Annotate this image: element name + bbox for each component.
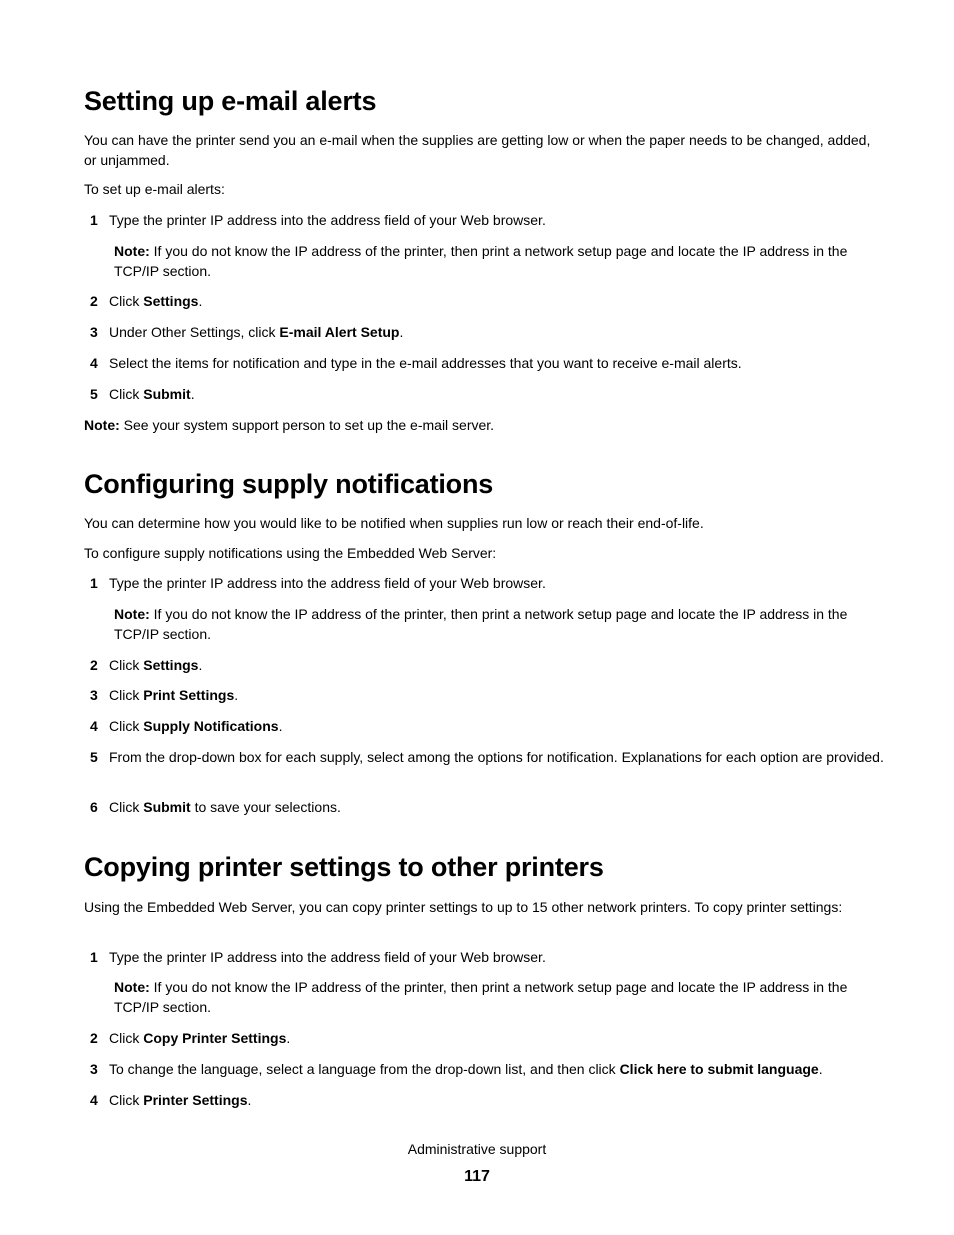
ui-term: E-mail Alert Setup	[279, 324, 400, 340]
step-text-part: .	[286, 1030, 291, 1046]
ui-term: Click here to submit language	[619, 1061, 819, 1077]
step-number: 3	[90, 1061, 98, 1077]
step-number: 4	[90, 1092, 98, 1108]
note	[84, 415, 884, 435]
paragraph: Using the Embedded Web Server, you can copy printer settings to up to 15 other network printers. To copy printer settings:	[84, 899, 843, 915]
step-number: 1	[90, 575, 98, 591]
step-text	[109, 655, 884, 675]
step-text	[109, 384, 884, 404]
note-text: If you do not know the IP address of the printer, then print a network setup page and locate the IP address in the TCP/IP section.	[114, 606, 848, 642]
step-text-part: To change the language, select a language from the drop-down list, and then click	[109, 1061, 620, 1077]
ui-term: Settings	[143, 293, 199, 309]
step-text	[109, 1090, 884, 1110]
note	[114, 241, 884, 281]
step-text-part: .	[399, 324, 404, 340]
step-text: From the drop-down box for each supply, select among the options for notification. Explanations for each option are provided.	[109, 749, 884, 765]
step-text-part: Click	[109, 1092, 144, 1108]
note-label: Note:	[114, 979, 150, 995]
step-text	[109, 1059, 884, 1079]
section-title-supply-notifications: Configuring supply notifications	[84, 469, 494, 499]
step-text-part: .	[198, 657, 203, 673]
paragraph: You can determine how you would like to be notified when supplies run low or reach their end-of-life.	[84, 515, 704, 531]
step-text	[109, 716, 884, 736]
note-label: Note:	[114, 606, 150, 622]
step-number: 2	[90, 657, 98, 673]
page-number: 117	[464, 1168, 490, 1185]
ui-term: Settings	[143, 657, 199, 673]
step-text	[109, 291, 884, 311]
step-number: 1	[90, 949, 98, 965]
step-text-part: .	[278, 718, 283, 734]
step-text: Type the printer IP address into the address field of your Web browser.	[109, 949, 546, 965]
ui-term: Print Settings	[143, 687, 235, 703]
step-text: Select the items for notification and type in the e-mail addresses that you want to receive e-mail alerts.	[109, 355, 742, 371]
step-text	[109, 322, 884, 342]
step-text	[109, 1028, 884, 1048]
step-number: 2	[90, 293, 98, 309]
ui-term: Copy Printer Settings	[143, 1030, 287, 1046]
step-number: 5	[90, 749, 98, 765]
note-label: Note:	[114, 243, 150, 259]
step-number: 5	[90, 386, 98, 402]
step-text-part: Click	[109, 799, 144, 815]
step-text-part: to save your selections.	[190, 799, 341, 815]
step-text-part: Click	[109, 386, 144, 402]
step-text-part: .	[190, 386, 195, 402]
note-label: Note:	[84, 417, 120, 433]
step-text	[109, 685, 884, 705]
step-number: 4	[90, 718, 98, 734]
note	[114, 977, 884, 1017]
ui-term: Submit	[143, 799, 191, 815]
step-text-part: Click	[109, 657, 144, 673]
section-title-copy-settings: Copying printer settings to other printers	[84, 852, 604, 882]
step-text-part: .	[818, 1061, 823, 1077]
step-text-part: .	[198, 293, 203, 309]
paragraph: To set up e-mail alerts:	[84, 181, 225, 197]
note-text: See your system support person to set up the e-mail server.	[119, 417, 495, 433]
footer-section-name: Administrative support	[407, 1141, 547, 1157]
step-text-part: .	[247, 1092, 252, 1108]
step-text-part: Click	[109, 293, 144, 309]
step-text-part: Click	[109, 718, 144, 734]
paragraph: You can have the printer send you an e-mail when the supplies are getting low or when the paper needs to be changed, added, or unjammed.	[84, 132, 871, 168]
step-text-part: Click	[109, 687, 144, 703]
step-text-part: Click	[109, 1030, 144, 1046]
note	[114, 604, 884, 644]
ui-term: Printer Settings	[143, 1092, 248, 1108]
ui-term: Supply Notifications	[143, 718, 279, 734]
step-number: 3	[90, 324, 98, 340]
step-number: 3	[90, 687, 98, 703]
step-text-part: .	[234, 687, 239, 703]
step-text	[109, 797, 884, 817]
paragraph: To configure supply notifications using the Embedded Web Server:	[84, 545, 497, 561]
step-text: Type the printer IP address into the address field of your Web browser.	[109, 575, 546, 591]
note-text: If you do not know the IP address of the printer, then print a network setup page and locate the IP address in the TCP/IP section.	[114, 979, 848, 1015]
step-number: 6	[90, 799, 98, 815]
step-text-part: Under Other Settings, click	[109, 324, 280, 340]
step-number: 4	[90, 355, 98, 371]
step-number: 2	[90, 1030, 98, 1046]
ui-term: Submit	[143, 386, 191, 402]
step-text: Type the printer IP address into the address field of your Web browser.	[109, 212, 546, 228]
note-text: If you do not know the IP address of the printer, then print a network setup page and locate the IP address in the TCP/IP section.	[114, 243, 848, 279]
section-title-email-alerts: Setting up e-mail alerts	[84, 86, 377, 116]
step-number: 1	[90, 212, 98, 228]
